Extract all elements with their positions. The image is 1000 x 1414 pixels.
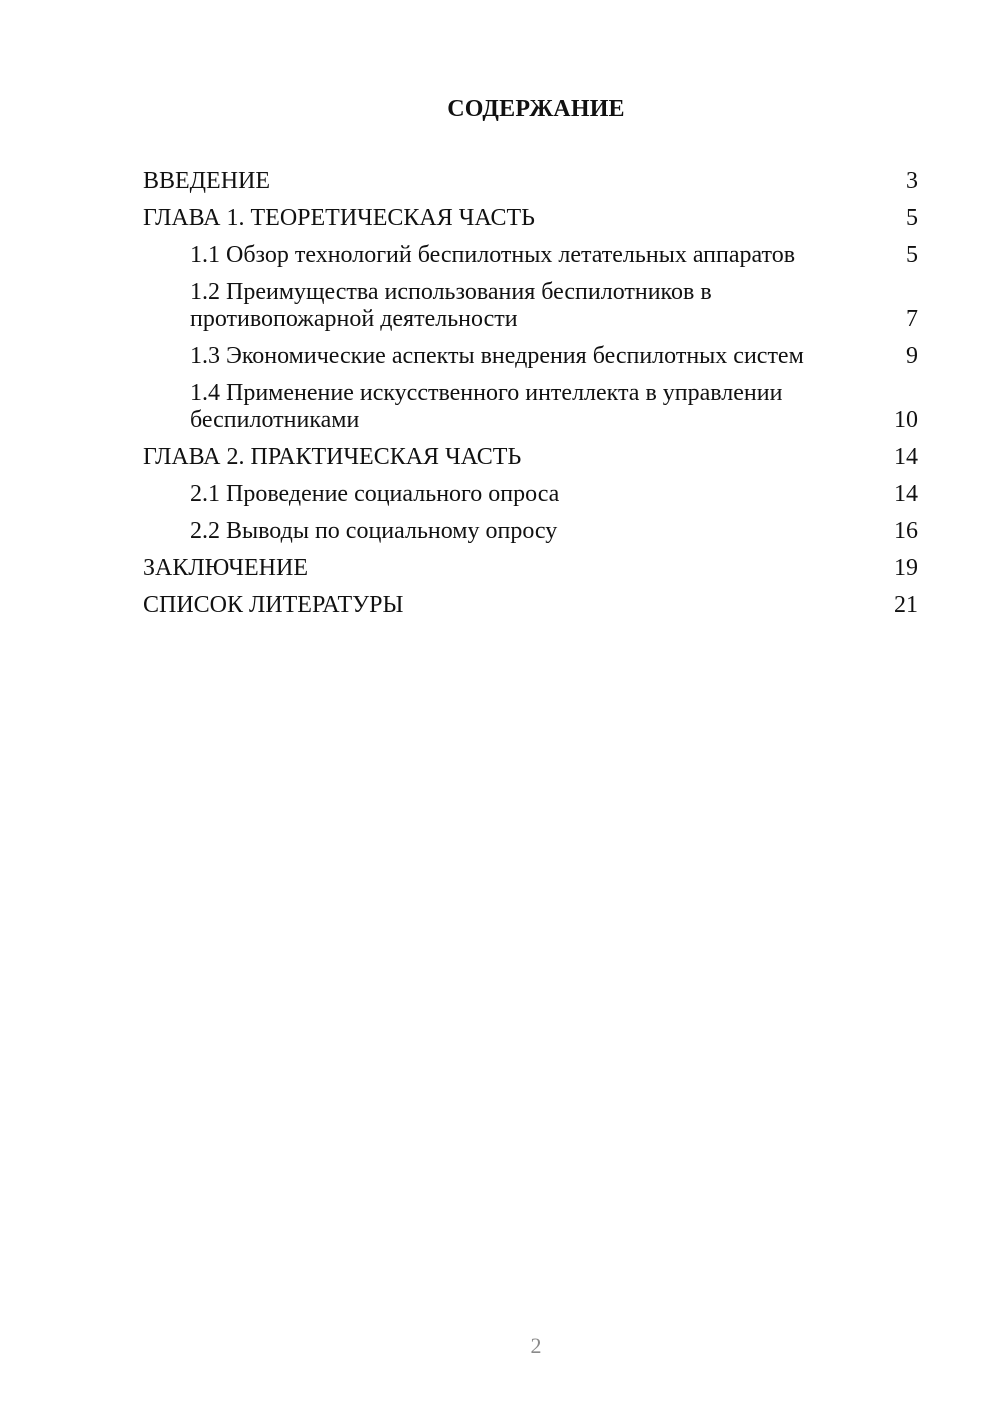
toc-entry-text: 1.4 Применение искусственного интеллекта в управлении беспилотниками	[190, 380, 783, 433]
toc-entry-text: ВВЕДЕНИЕ	[143, 168, 271, 194]
toc-entry-section-1-3[interactable]	[143, 343, 918, 370]
toc-entry-text: ГЛАВА 2. ПРАКТИЧЕСКАЯ ЧАСТЬ	[143, 444, 522, 470]
toc-entry-section-2-1[interactable]	[143, 481, 918, 508]
toc-entry-text: ЗАКЛЮЧЕНИЕ	[143, 555, 308, 581]
toc-entry-text: ГЛАВА 1. ТЕОРЕТИЧЕСКАЯ ЧАСТЬ	[143, 205, 535, 231]
toc-entry-text: 1.3 Экономические аспекты внедрения беспилотных систем	[190, 343, 804, 369]
toc-entry-page: 5	[906, 205, 918, 231]
toc-entry-text: СПИСОК ЛИТЕРАТУРЫ	[143, 592, 404, 618]
toc-entry-text: 2.2 Выводы по социальному опросу	[190, 518, 558, 544]
toc-entry-page: 5	[906, 242, 918, 268]
toc-entry-page: 10	[894, 407, 918, 433]
toc-entry-references[interactable]	[143, 592, 918, 619]
toc-entry-page: 14	[894, 481, 918, 507]
toc-entry-page: 16	[894, 518, 918, 544]
toc-entry-page: 9	[906, 343, 918, 369]
table-of-contents	[143, 168, 918, 629]
toc-entry-chapter-1[interactable]	[143, 205, 918, 232]
toc-entry-page: 7	[906, 306, 918, 332]
toc-entry-text: 1.2 Преимущества использования беспилотников в противопожарной деятельности	[190, 279, 712, 332]
toc-entry-section-1-4[interactable]	[143, 380, 918, 434]
toc-entry-page: 3	[906, 168, 918, 194]
page-number: 2	[530, 1333, 542, 1358]
toc-entry-page: 14	[894, 444, 918, 470]
toc-entry-section-1-2[interactable]	[143, 279, 918, 333]
toc-entry-chapter-2[interactable]	[143, 444, 918, 471]
toc-entry-section-2-2[interactable]	[143, 518, 918, 545]
toc-entry-page: 21	[894, 592, 918, 618]
toc-entry-text: 1.1 Обзор технологий беспилотных летательных аппаратов	[190, 242, 796, 268]
toc-entry-text: 2.1 Проведение социального опроса	[190, 481, 560, 507]
toc-entry-introduction[interactable]	[143, 168, 918, 195]
toc-entry-section-1-1[interactable]	[143, 242, 918, 269]
toc-entry-page: 19	[894, 555, 918, 581]
toc-entry-conclusion[interactable]	[143, 555, 918, 582]
page-title: СОДЕРЖАНИЕ	[447, 96, 625, 122]
